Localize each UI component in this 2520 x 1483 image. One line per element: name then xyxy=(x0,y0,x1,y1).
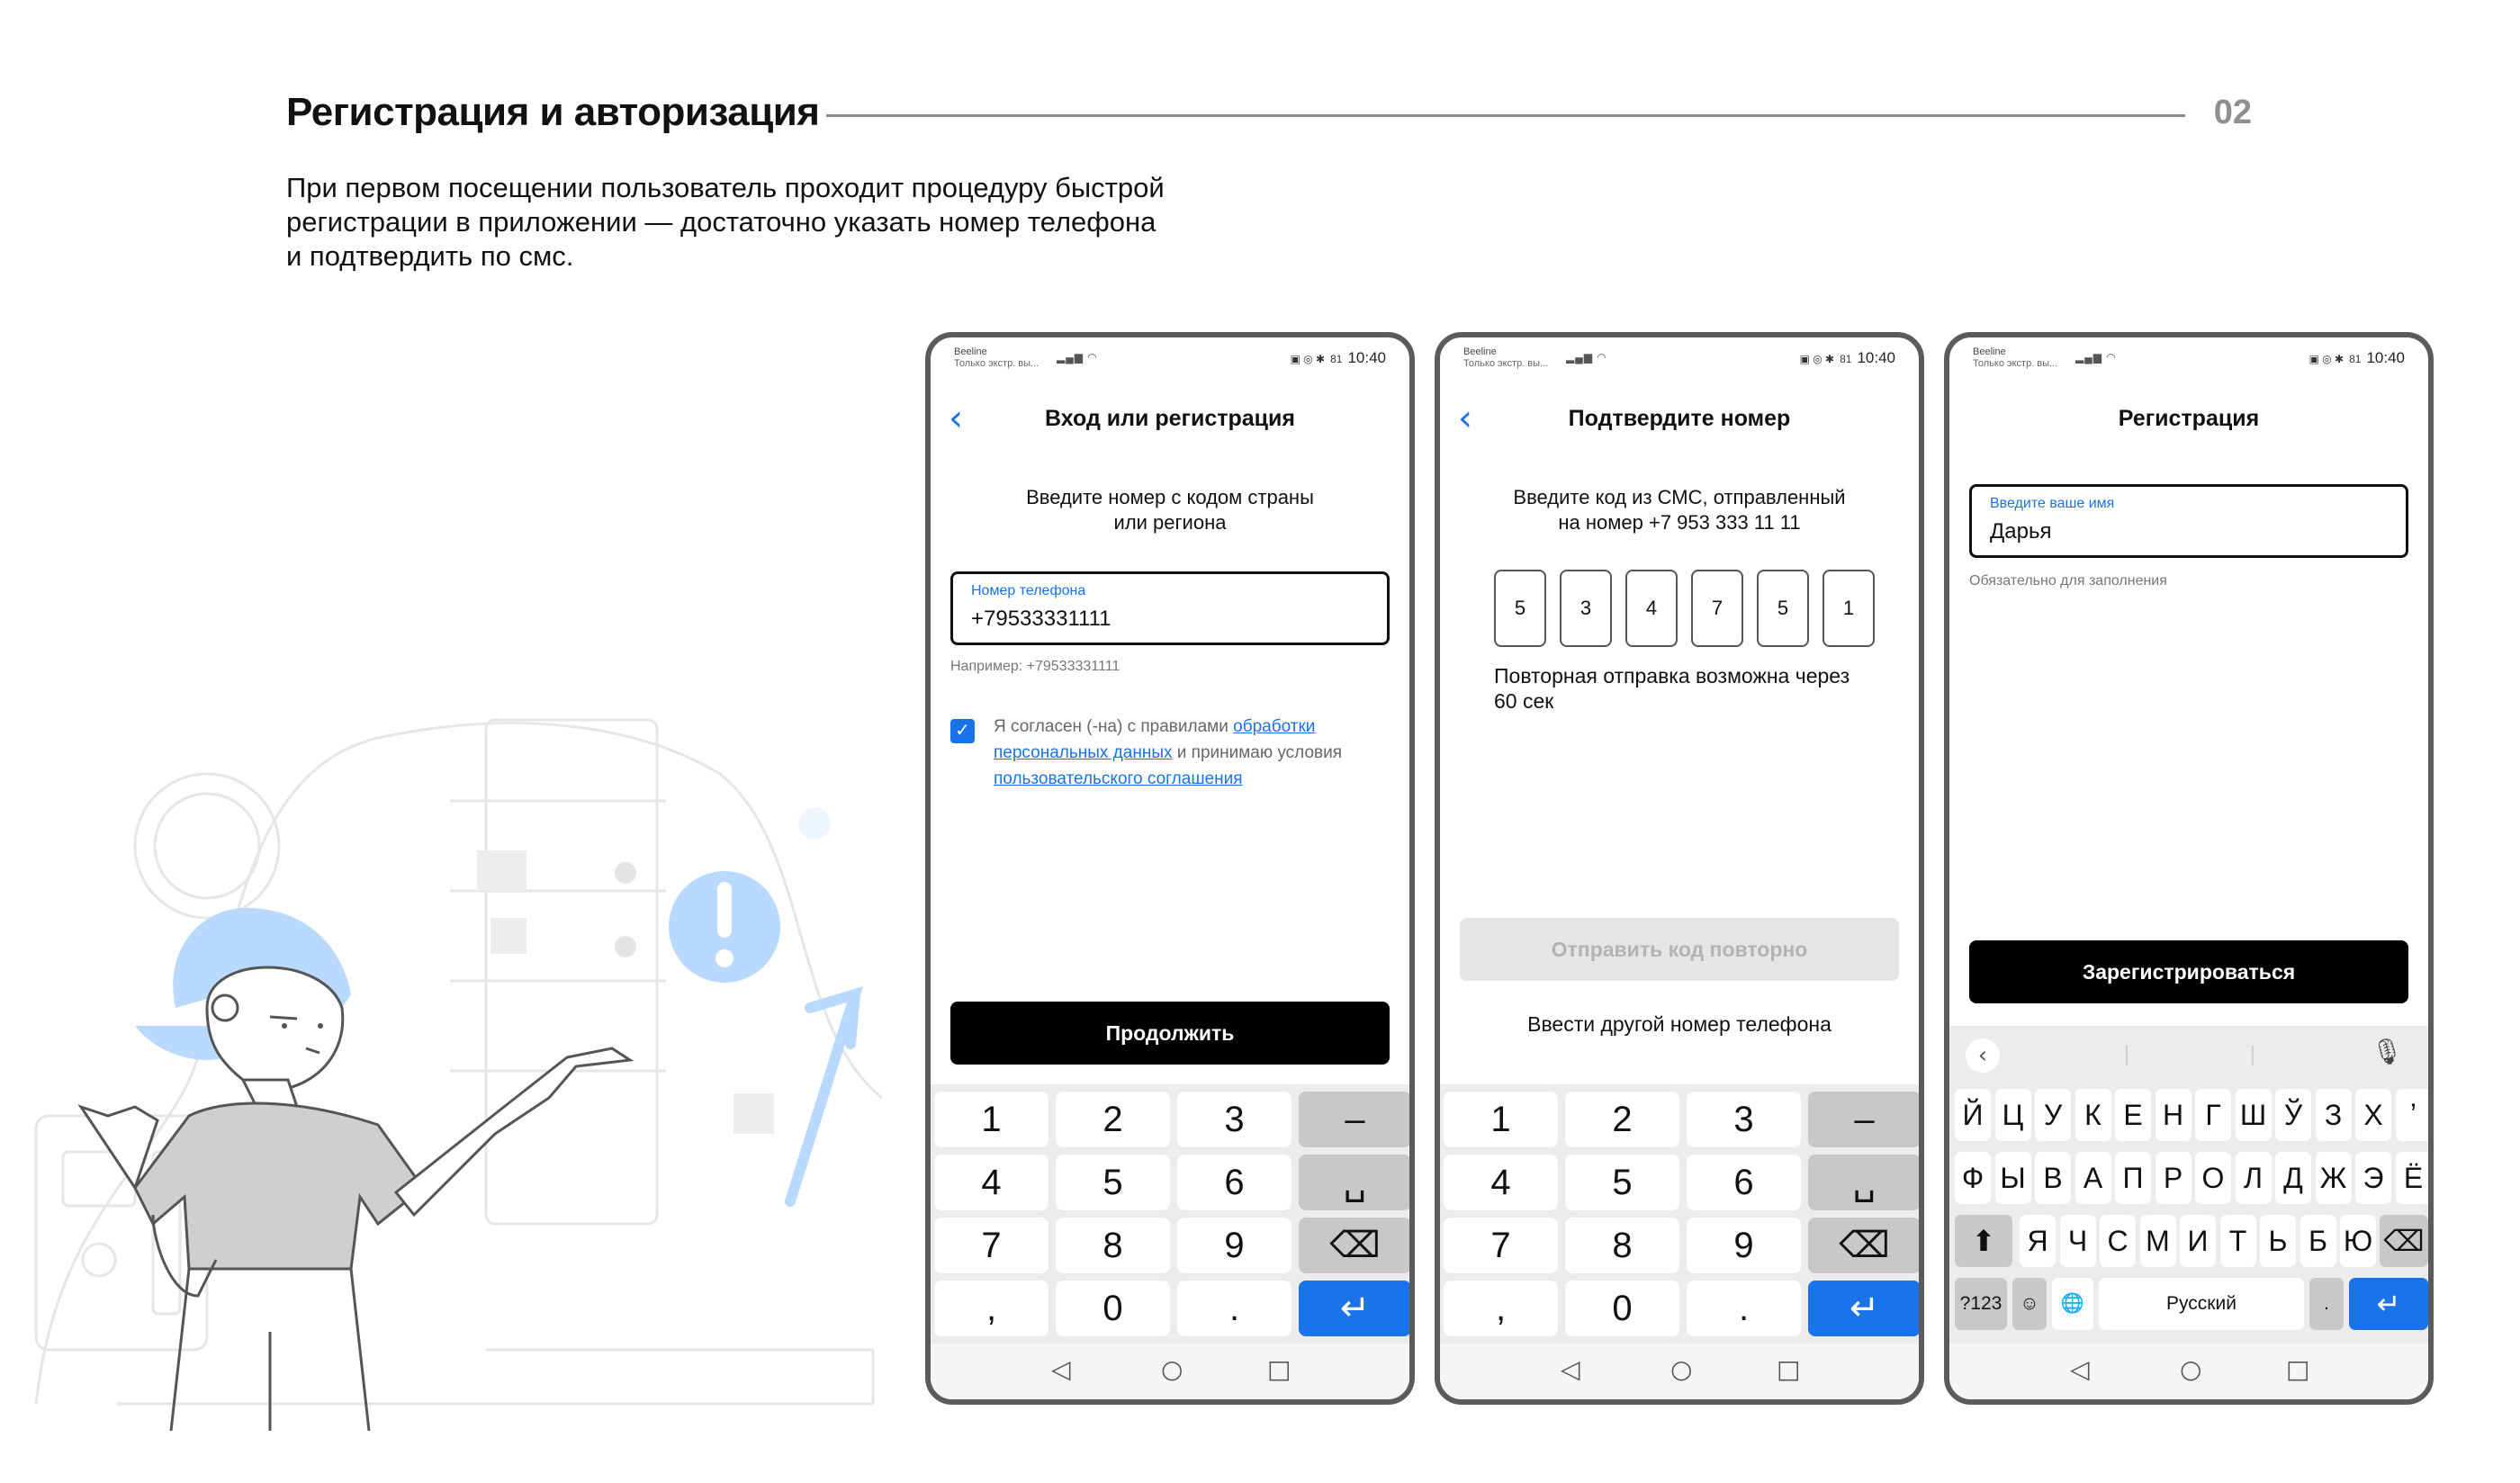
carrier-sub: Только экстр. вы... xyxy=(1463,358,1549,369)
carrier-info xyxy=(1463,346,1548,370)
screen-header xyxy=(1440,398,1919,439)
nfc-mute-bluetooth-icon: ▣ ◎ ✱ xyxy=(1799,353,1835,365)
key-6[interactable]: 6 xyxy=(1687,1155,1801,1210)
status-bar xyxy=(931,337,1409,382)
key-0[interactable]: 0 xyxy=(1056,1281,1170,1336)
backspace-key[interactable]: ⌫ xyxy=(1299,1218,1411,1273)
field-label: Введите ваше имя xyxy=(1990,496,2115,511)
prompt-line: на номер +7 953 333 11 11 xyxy=(1558,511,1801,534)
clock: 10:40 xyxy=(1857,349,1895,366)
system-nav-bar xyxy=(1440,1344,1919,1399)
emoji-icon[interactable]: ☺ xyxy=(2012,1278,2047,1330)
phone-example-hint: Например: +79533331111 xyxy=(950,659,1120,674)
letter-key[interactable]: Н xyxy=(2156,1089,2192,1141)
key-5[interactable]: 5 xyxy=(1565,1155,1679,1210)
phone-number-field[interactable] xyxy=(950,571,1390,645)
enter-key[interactable]: ↵ xyxy=(1299,1281,1411,1336)
microphone-icon[interactable]: 🎙 xyxy=(2371,1037,2403,1066)
user-illustration xyxy=(0,684,954,1431)
key-9[interactable]: 9 xyxy=(1177,1218,1292,1273)
letter-key[interactable]: Ч xyxy=(2060,1215,2096,1267)
circle-home-icon[interactable]: ○ xyxy=(2180,1354,2202,1384)
period-key[interactable]: . xyxy=(1177,1281,1292,1336)
system-nav-bar xyxy=(931,1344,1409,1399)
prompt-line: или региона xyxy=(1113,511,1227,534)
letter-key[interactable]: ʼ xyxy=(2396,1089,2432,1141)
circle-home-icon[interactable]: ○ xyxy=(1161,1354,1184,1384)
code-digit-box[interactable]: 7 xyxy=(1691,570,1743,647)
numeric-keypad xyxy=(1440,1084,1919,1345)
period-key[interactable]: . xyxy=(1687,1281,1801,1336)
prompt-line: Введите номер с кодом страны xyxy=(1026,486,1314,508)
key-7[interactable]: 7 xyxy=(934,1218,1048,1273)
letter-key[interactable]: И xyxy=(2180,1215,2216,1267)
letter-key[interactable]: А xyxy=(2075,1152,2111,1204)
square-recents-icon[interactable]: □ xyxy=(1777,1354,1801,1384)
key-1[interactable]: 1 xyxy=(1444,1092,1558,1147)
letter-key[interactable]: Л xyxy=(2236,1152,2272,1204)
letter-key[interactable]: Р xyxy=(2156,1152,2192,1204)
key-3[interactable]: 3 xyxy=(1687,1092,1801,1147)
phone-confirm-screen xyxy=(1435,332,1924,1405)
space-key[interactable]: ␣ xyxy=(1808,1155,1921,1210)
battery-level: 81 xyxy=(1330,353,1343,365)
nfc-mute-bluetooth-icon: ▣ ◎ ✱ xyxy=(2308,353,2344,365)
key-7[interactable]: 7 xyxy=(1444,1218,1558,1273)
consent-block xyxy=(950,714,1382,804)
battery-level: 81 xyxy=(1840,353,1852,365)
square-recents-icon[interactable]: □ xyxy=(1267,1354,1292,1384)
register-button[interactable]: Зарегистрироваться xyxy=(1969,940,2408,1003)
triangle-back-icon[interactable]: ◁ xyxy=(1561,1354,1580,1384)
check-icon: ✓ xyxy=(955,721,970,741)
phone-prompt xyxy=(958,485,1382,535)
intro-line: и подтвердить по смс. xyxy=(286,240,574,272)
continue-button[interactable]: Продолжить xyxy=(950,1002,1390,1065)
letter-key[interactable]: Х xyxy=(2355,1089,2391,1141)
carrier-sub: Только экстр. вы... xyxy=(1973,358,2058,369)
key-5[interactable]: 5 xyxy=(1056,1155,1170,1210)
letter-key[interactable]: Ю xyxy=(2340,1215,2376,1267)
key-0[interactable]: 0 xyxy=(1565,1281,1679,1336)
clock: 10:40 xyxy=(2366,349,2405,366)
key-2[interactable]: 2 xyxy=(1056,1092,1170,1147)
screen-title: Регистрация xyxy=(2118,406,2260,431)
period-key[interactable]: . xyxy=(2309,1278,2344,1330)
field-value[interactable]: +79533331111 xyxy=(971,607,1112,631)
space-key[interactable]: ␣ xyxy=(1299,1155,1411,1210)
key-9[interactable]: 9 xyxy=(1687,1218,1801,1273)
resend-note-line: Повторная отправка возможна через xyxy=(1494,664,1850,688)
signal-wifi-icon: ▂▄▆ ◠ xyxy=(1057,351,1098,364)
letter-key[interactable]: С xyxy=(2100,1215,2136,1267)
carrier-name: Beeline xyxy=(1973,346,2006,357)
code-digit-box[interactable]: 5 xyxy=(1757,570,1809,647)
key-4[interactable]: 4 xyxy=(934,1155,1048,1210)
backspace-key[interactable]: ⌫ xyxy=(2380,1215,2428,1267)
key-6[interactable]: 6 xyxy=(1177,1155,1292,1210)
signal-wifi-icon: ▂▄▆ ◠ xyxy=(1566,351,1607,364)
letter-key[interactable]: М xyxy=(2140,1215,2176,1267)
letter-key[interactable]: Ж xyxy=(2316,1152,2352,1204)
enter-key[interactable]: ↵ xyxy=(2349,1278,2428,1330)
letter-key[interactable]: Ы xyxy=(1995,1152,2031,1204)
phone-registration-screen xyxy=(1944,332,2434,1405)
chevron-left-icon[interactable]: ‹ xyxy=(1458,398,1472,439)
consent-text-part: Я согласен (-на) с правилами xyxy=(994,717,1234,736)
privacy-link[interactable]: обработки xyxy=(1233,717,1316,736)
key-3[interactable]: 3 xyxy=(1177,1092,1292,1147)
nfc-mute-bluetooth-icon: ▣ ◎ ✱ xyxy=(1290,353,1326,365)
intro-text xyxy=(286,171,1276,274)
consent-checkbox[interactable] xyxy=(950,719,975,743)
title-divider xyxy=(826,114,2185,117)
code-prompt xyxy=(1467,485,1892,535)
privacy-link[interactable]: персональных данных xyxy=(994,743,1173,762)
status-right xyxy=(1800,349,1895,367)
triangle-back-icon[interactable]: ◁ xyxy=(2070,1354,2090,1384)
cyrillic-keyboard xyxy=(1949,1026,2428,1354)
chevron-left-icon[interactable]: ‹ xyxy=(1966,1038,2000,1073)
comma-key[interactable]: , xyxy=(934,1281,1048,1336)
screen-header xyxy=(1949,402,2428,438)
prompt-line: Введите код из СМС, отправленный xyxy=(1513,486,1846,508)
slide-title: Регистрация и авторизация xyxy=(286,90,820,134)
resend-timer-note xyxy=(1494,663,1883,714)
triangle-back-icon[interactable]: ◁ xyxy=(1051,1354,1071,1384)
code-digit-box[interactable]: 1 xyxy=(1822,570,1875,647)
resend-code-button[interactable]: Отправить код повторно xyxy=(1460,918,1899,981)
status-bar xyxy=(1440,337,1919,382)
phone-login-screen xyxy=(925,332,1415,1405)
carrier-info xyxy=(1973,346,2057,370)
letter-key[interactable]: У xyxy=(2035,1089,2071,1141)
signal-wifi-icon: ▂▄▆ ◠ xyxy=(2075,351,2117,364)
code-digit-box[interactable]: 5 xyxy=(1494,570,1546,647)
code-digit-box[interactable]: 3 xyxy=(1560,570,1612,647)
status-right xyxy=(1291,349,1386,367)
globe-icon[interactable]: 🌐 xyxy=(2052,1278,2093,1330)
shift-arrow-icon[interactable]: ⬆ xyxy=(1955,1215,2012,1267)
intro-line: При первом посещении пользователь проходит процедуру быстрой xyxy=(286,172,1165,203)
letter-key[interactable]: Й xyxy=(1955,1089,1991,1141)
status-right xyxy=(2309,349,2405,367)
letter-key[interactable]: З xyxy=(2316,1089,2352,1141)
keyboard-toolbar xyxy=(1949,1026,2428,1080)
letter-key[interactable]: Ў xyxy=(2275,1089,2311,1141)
letter-key[interactable]: Г xyxy=(2195,1089,2231,1141)
letter-key[interactable]: Ь xyxy=(2260,1215,2296,1267)
carrier-name: Beeline xyxy=(1463,346,1497,357)
key-1[interactable]: 1 xyxy=(934,1092,1048,1147)
consent-text xyxy=(994,714,1382,792)
letter-key[interactable]: Э xyxy=(2355,1152,2391,1204)
status-bar xyxy=(1949,337,2428,382)
letter-key[interactable]: В xyxy=(2035,1152,2071,1204)
sms-code-inputs xyxy=(1494,570,1877,647)
key-8[interactable]: 8 xyxy=(1565,1218,1679,1273)
carrier-info xyxy=(954,346,1039,370)
letter-key[interactable]: Ф xyxy=(1955,1152,1991,1204)
circle-home-icon[interactable]: ○ xyxy=(1670,1354,1693,1384)
key-2[interactable]: 2 xyxy=(1565,1092,1679,1147)
consent-text-part: и принимаю условия xyxy=(1172,743,1343,762)
screen-title: Вход или регистрация xyxy=(1045,406,1295,431)
letter-key[interactable]: Ц xyxy=(1995,1089,2031,1141)
screen-header xyxy=(931,398,1409,439)
carrier-sub: Только экстр. вы... xyxy=(954,358,1040,369)
name-field[interactable] xyxy=(1969,484,2408,558)
letter-key[interactable]: Я xyxy=(2020,1215,2056,1267)
page-number: 02 xyxy=(2213,94,2252,131)
key-4[interactable]: 4 xyxy=(1444,1155,1558,1210)
numeric-keypad xyxy=(931,1084,1409,1345)
letter-key[interactable]: П xyxy=(2115,1152,2151,1204)
toolbar-divider xyxy=(2126,1046,2128,1065)
screen-title: Подтвердите номер xyxy=(1568,406,1791,431)
backspace-key[interactable]: ⌫ xyxy=(1808,1218,1921,1273)
chevron-left-icon[interactable]: ‹ xyxy=(949,398,963,439)
system-nav-bar xyxy=(1949,1344,2428,1399)
enter-key[interactable]: ↵ xyxy=(1808,1281,1921,1336)
letter-key[interactable]: К xyxy=(2075,1089,2111,1141)
other-number-button[interactable]: Ввести другой номер телефона xyxy=(1527,1012,1832,1036)
square-recents-icon[interactable]: □ xyxy=(2286,1354,2310,1384)
dash-key[interactable]: – xyxy=(1299,1092,1411,1147)
key-8[interactable]: 8 xyxy=(1056,1218,1170,1273)
intro-line: регистрации в приложении — достаточно указать номер телефона xyxy=(286,206,1156,238)
toolbar-divider xyxy=(2252,1046,2254,1065)
space-key[interactable]: Русский xyxy=(2099,1278,2304,1330)
resend-note-line: 60 сек xyxy=(1494,689,1554,713)
required-hint: Обязательно для заполнения xyxy=(1969,573,2167,589)
letter-key[interactable]: Б xyxy=(2300,1215,2336,1267)
clock: 10:40 xyxy=(1347,349,1386,366)
field-value[interactable]: Дарья xyxy=(1990,519,2052,544)
letter-key[interactable]: Ш xyxy=(2236,1089,2272,1141)
code-digit-box[interactable]: 4 xyxy=(1625,570,1678,647)
letter-key[interactable]: Т xyxy=(2220,1215,2256,1267)
symbols-key[interactable]: ?123 xyxy=(1955,1278,2007,1330)
letter-key[interactable]: Е xyxy=(2115,1089,2151,1141)
carrier-name: Beeline xyxy=(954,346,987,357)
battery-level: 81 xyxy=(2349,353,2362,365)
letter-key[interactable]: Д xyxy=(2275,1152,2311,1204)
letter-key[interactable]: О xyxy=(2195,1152,2231,1204)
letter-key[interactable]: Ё xyxy=(2396,1152,2432,1204)
user-agreement-link[interactable]: пользовательского соглашения xyxy=(994,769,1243,788)
comma-key[interactable]: , xyxy=(1444,1281,1558,1336)
dash-key[interactable]: – xyxy=(1808,1092,1921,1147)
field-label: Номер телефона xyxy=(971,583,1086,598)
